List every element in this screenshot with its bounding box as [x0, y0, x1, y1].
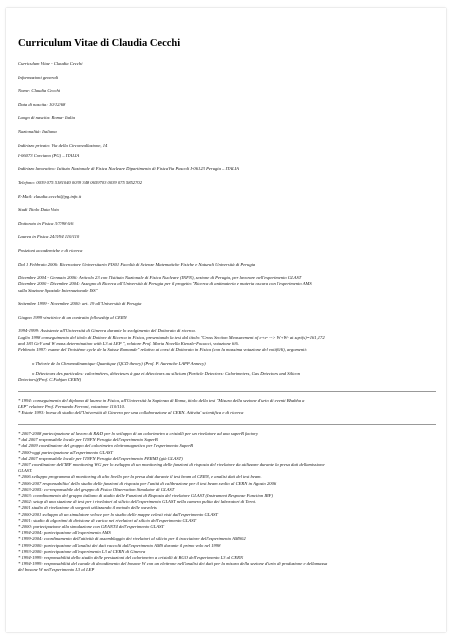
cv-header-line: Curriculum Vitae - Claudia Cecchi — [18, 61, 83, 66]
position-1999: Settembre 1999 - Novembre 2000: art. 19 all'Università di Perugia — [18, 301, 142, 307]
topic-item: o Détecteurs des particules: calorimètres, détecteurs à gaz et détecteurs au silicium (Particle Detectors: Calorimeters, Gas Detectors and Silicon — [32, 370, 300, 376]
note-line: LEP" relatore Prof. Fernando Ferroni, votazione 110/110. — [18, 404, 126, 410]
birth-date-line: Data di nascita: 10/12/68 — [18, 101, 66, 107]
list-item: * 1993-2000: partecipazione all'esperimento L3 al CERN di Ginevra — [18, 548, 146, 554]
document-page — [6, 8, 446, 632]
list-item: * 2006 sviluppo programma di monitoring di alto livello per la presa dati durante il test beam al CERN, e analisi dati del test beam. — [18, 474, 262, 480]
phone-line: Telefono: 0039 075 5181040 0039 348 0659703 0039 075 5852702 — [18, 179, 142, 185]
geneva-line: Febbraio 1997: esame del Troisième cycle de la Suisse Romande" relativo ai corsi di Dottorato in Fisica (con la massima votazione del voti(6/6), argomenti: — [18, 346, 308, 352]
list-item: * 2007-2008 partecipazione al lavoro di R&D per lo sviluppo di un calorimetro a cristalli per un rivelatore ad una superB factory — [18, 430, 258, 436]
list-item: GLAST. — [18, 468, 33, 474]
geneva-block — [18, 328, 436, 353]
positions-heading: Posizioni accademiche e di ricerca — [18, 247, 83, 253]
list-item: * 2003: coordinamento del gruppo italiano di studio delle Funzioni di Risposta del rivelatore GLAST (Instrument Response Function IRF) — [18, 492, 274, 498]
list-item: * 2006-2007 responsabilita' dello studio delle funzioni di risposta per l'unità di calibrazione per il test beam svolto al CERN in Agosto 2006 — [18, 480, 277, 486]
birth-place-line: Luogo di nascita: Roma- Italia — [18, 115, 75, 121]
work-address-line: Indirizzo lavorativo: Istituto Nazionale di Fisica Nucleare Dipartimento di FisicaVia Pascoli I-06123 Perugia – ITALIA — [18, 166, 239, 172]
topics-continuation — [18, 377, 436, 383]
separator-line — [18, 424, 436, 425]
note-line: * 1994: conseguimento del diploma di laurea in Fisica, all'Università la Sapienza di Roma, titolo della tesi "Misura della sezione d'urto di eventi Bhabha a — [18, 397, 305, 403]
nationality-line: Nazionalità: Italiana — [18, 128, 57, 134]
list-item: * 2000: partecipazione alla simulazione con GEANT4 dell'esperimento GLAST — [18, 523, 164, 529]
position-2006: Dal 1 Febbraio 2006: Ricercatore Universitario FIS01 Facoltà di Scienze Matematiche Fisiche e Naturali Università di Perugia — [18, 261, 256, 267]
note-line: * Estate 1993: borsa di studio dell'Università di Ginevra per una collaborazione al CERN. Attivita' scientifica e di ricerca — [18, 410, 244, 416]
document-title: Curriculum Vitae di Claudia Cecchi — [18, 38, 181, 49]
phd-line: Dottorato in Fisica 3/7/98 6/6 — [18, 220, 74, 226]
positions-2000-2006 — [18, 275, 436, 294]
topic-item: o Théorie de la Chromodinamique Quantique (QCD theory) (Prof. P. Aurenche LAPP Annecy) — [32, 360, 206, 366]
position-line: Dicembre 2000 - Dicembre 2004: Assegno di Ricerca all'Università di Perugia per il progetto:"Ricerca di antimateria e materia oscura con l'esperimento AMS — [18, 281, 312, 287]
topics-block — [32, 361, 436, 377]
geneva-line: and 183 GeV and W mass determination with L3 at LEP ", relatore Prof. Maria Novella Kienzle-Focacci, votazione 6/6. — [18, 340, 239, 346]
geneva-line: 1994-1999: Assistente all'Università di Ginevra durante lo svolgimento del Dottorato di ricerca. — [18, 328, 196, 334]
email-line: E-Mail: claudia.cecchi@pg.infn.it — [18, 193, 82, 199]
private-address-line: Indirizzo privato: Via della Circonvallazione, 14 — [18, 142, 108, 148]
position-line: Dicembre 2004 - Gennaio 2006: Articolo 23 con l'Istituto Nazionale di Fisica Nucleare (INFN), sezione di Perugia, per lavorare nell'esperimento GLAST — [18, 275, 302, 281]
list-item: * 1994-2004: partecipazione all'esperimento AMS — [18, 530, 111, 536]
city-line: I-06073 Corciano (PG) – ITALIA — [18, 152, 80, 158]
list-item: * 2003-2005: co-responsabile del gruppo di Fisica Observation Simulator di GLAST — [18, 486, 175, 492]
list-item: * 2000-2001 sviluppo di un simulatore veloce per lo studio delle mappe celesti visti dall'esperimento GLAST — [18, 511, 218, 517]
name-line: Nome: Claudia Cecchi — [18, 88, 61, 94]
document-content — [18, 38, 436, 581]
list-item: * 2001: studio di algoritmi di divisione di carica nei rivelatori al silicio dell'esperimento GLAST — [18, 517, 197, 523]
list-item: * 2007 coordinatore dell'IRF monitoring WG per lo sviluppo di un monitoring delle funzioni di risposta del rivelatore da utilizzare durante la presa dati dellamissione — [18, 461, 325, 467]
geneva-line: Luglio 1998 conseguimento del titolo di Dottore di Ricerca in Fisica, presentando la tesi dal titolo:"Cross Section Measurement of e+e- --> W+W- at sqrt(s)=161,172 — [18, 334, 325, 340]
list-item: * 1994-1999: responsabilità del canale di decadimento del bosone W con un elettrone nell'analisi dei dati per la misura della sezione d'urto di produzione e dellamassa — [18, 561, 328, 567]
list-item: * 2002: setup di una stazione di test per i rivelatori al silicio dell'esperimento GLAST nella camera pulita dei laboratori di Terni. — [18, 499, 257, 505]
list-item: * dal 2007 responsabile locale per l'INFN Perugia dell'esperimento FERMI (già GLAST) — [18, 455, 183, 461]
list-item: del bosone W nell'esperimento L3 al LEP — [18, 567, 95, 573]
position-line: sulla Stazione Spaziale Internazionale ISS" — [18, 287, 98, 293]
education-notes — [18, 398, 436, 417]
research-activity-list — [18, 431, 436, 574]
topic-item: Detectors)(Prof. C.Fabjan CERN) — [18, 377, 82, 383]
list-item: * 1999-2004: coordinamento dell'attività di assemblaggio dei rivelatori al silicio per il tracciatore dell'esperimento AMS02 — [18, 536, 246, 542]
fellowship-line: Giugno 1999 vincitrice di un contratto fellowship al CERN — [18, 314, 127, 320]
list-item: * 2000-oggi partecipazione all'esperimento GLAST — [18, 449, 113, 455]
list-item: * 2001 studio di rivelazione di sorgenti utilizzando il metodo delle wavelets — [18, 505, 157, 511]
list-item: * dal 2009 coordinatore del gruppo del calorimetro elettromagnetico per l'esperimento SuperB — [18, 443, 193, 449]
list-item: * dal 2007 responsabile locale per l'INFN Perugia dell'esperimento SuperB — [18, 437, 158, 443]
list-item: * 1994-1999: responsabilità dello studio delle prestazioni del calorimetro a cristalli di BGO dell'esperimento L3 al CERN — [18, 554, 244, 560]
separator-line — [18, 391, 436, 392]
list-item: * 1999-2000: partecipazione all'analisi dei dati raccolti dall'esperimento AMS durante il primo volo nel 1998 — [18, 542, 221, 548]
studies-header: Studi Titolo Data Voto — [18, 207, 59, 213]
degree-line: Laurea in Fisica 24/3/94 110/110 — [18, 234, 80, 240]
section-heading: Informazioni generali — [18, 74, 59, 80]
